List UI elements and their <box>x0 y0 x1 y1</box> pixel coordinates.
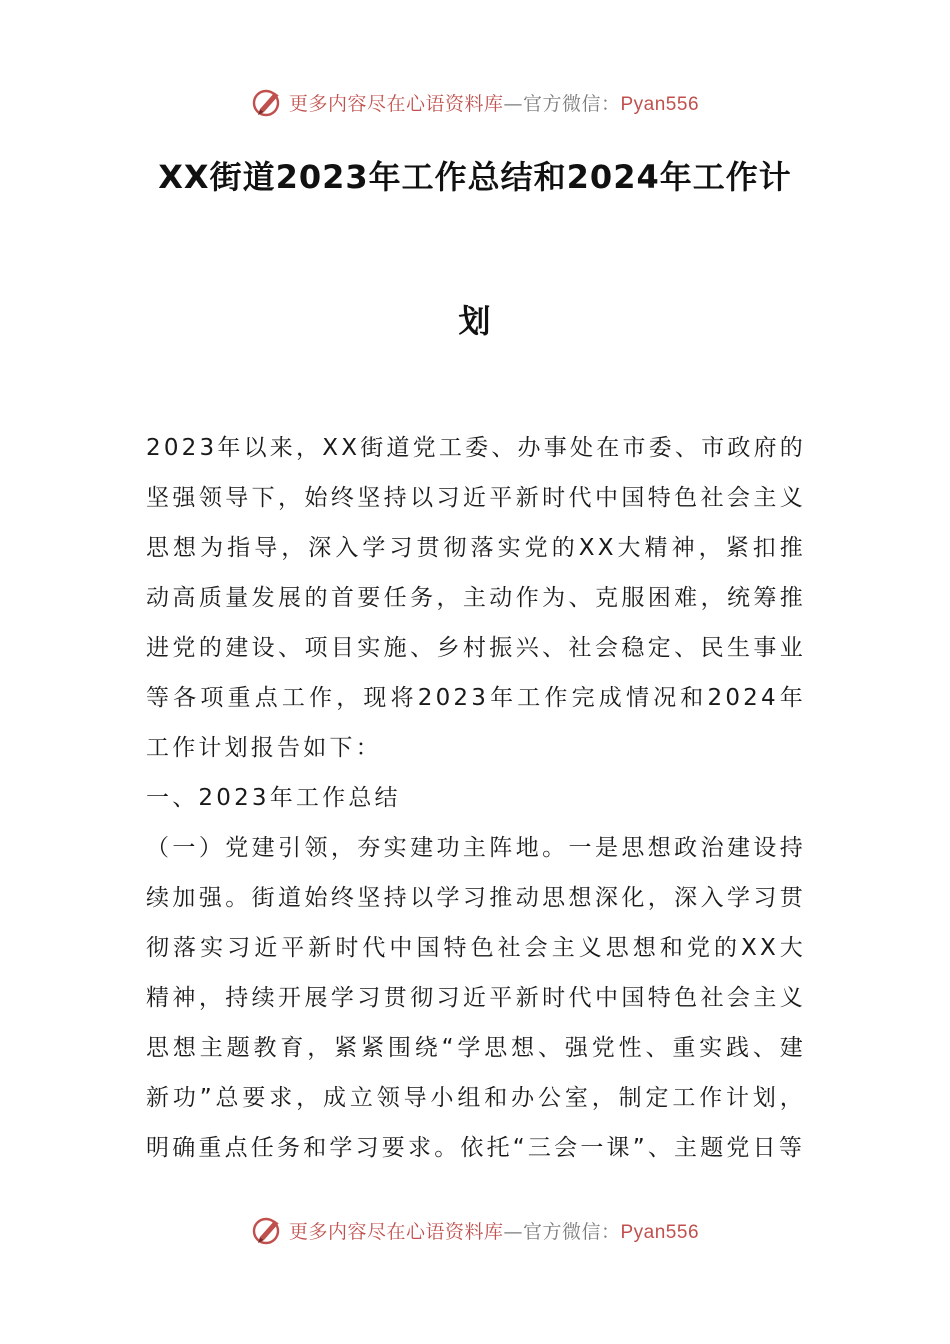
banner-dash: — <box>503 92 523 115</box>
banner-dash: — <box>503 1220 523 1243</box>
banner-official: 官方微信： <box>522 1220 621 1243</box>
section-heading: 一、2023年工作总结 <box>146 785 401 811</box>
banner-official: 官方微信： <box>522 92 621 115</box>
footer-banner <box>0 1208 950 1252</box>
document-body <box>146 423 806 1173</box>
banner-wechat-id: Pyan556 <box>620 1221 700 1243</box>
pen-logo-icon <box>251 1213 285 1247</box>
banner-text <box>289 89 699 116</box>
section-paragraph: （一）党建引领，夯实建功主阵地。一是思想政治建设持续加强。街道始终坚持以学习推动思想深化，深入学习贯彻落实习近平新时代中国特色社会主义思想和党的XX大精神，持续开展学习贯彻习近平新时代中国特色社会主义思想主题教育，紧紧围绕“学思想、强党性、重实践、建新功”总要求，成立领导小组和办公室，制定工作计划，明确重点任务和学习要求。依托“三会一课”、主题党日等 <box>146 835 806 1161</box>
document-title-line-1: XX街道2023年工作总结和2024年工作计 <box>158 158 792 196</box>
banner-text <box>289 1217 699 1244</box>
banner-wechat-id: Pyan556 <box>620 93 700 115</box>
header-banner <box>0 80 950 124</box>
document-title-line-2: 划 <box>458 302 492 340</box>
pen-logo-icon <box>251 85 285 119</box>
banner-prefix: 更多内容尽在心语资料库 <box>288 1220 504 1243</box>
intro-paragraph: 2023年以来，XX街道党工委、办事处在市委、市政府的坚强领导下，始终坚持以习近平新时代中国特色社会主义思想为指导，深入学习贯彻落实党的XX大精神，紧扣推动高质量发展的首要任务，主动作为、克服困难，统筹推进党的建设、项目实施、乡村振兴、社会稳定、民生事业等各项重点工作，现将2023年工作完成情况和2024年工作计划报告如下： <box>146 435 806 761</box>
banner-prefix: 更多内容尽在心语资料库 <box>288 92 504 115</box>
